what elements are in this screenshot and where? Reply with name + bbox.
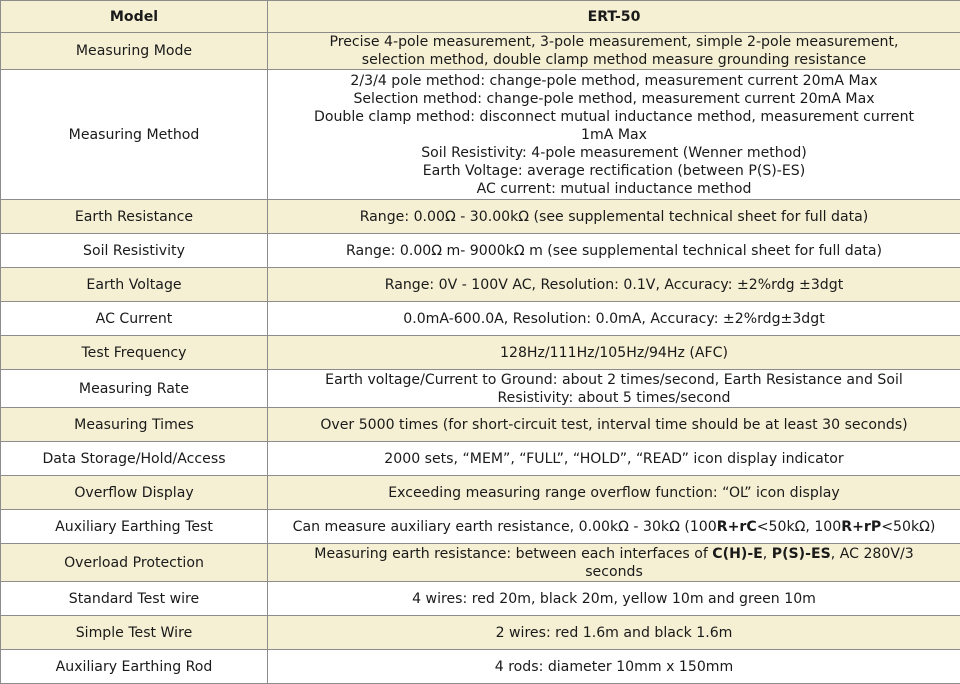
table-row <box>1 582 960 616</box>
header-value-cell: ERT-50 <box>268 1 960 33</box>
row-value <box>268 544 960 582</box>
row-label: Measuring Times <box>1 408 268 442</box>
value-line: 2/3/4 pole method: change-pole method, measurement current 20mA Max <box>274 72 954 90</box>
value-line: 1mA Max <box>274 126 954 144</box>
table-row <box>1 336 960 370</box>
row-value: 2 wires: red 1.6m and black 1.6m <box>268 616 960 650</box>
table-row <box>1 200 960 234</box>
value-line: Earth voltage/Current to Ground: about 2 times/second, Earth Resistance and Soil <box>274 371 954 389</box>
value-line: Precise 4-pole measurement, 3-pole measurement, simple 2-pole measurement, <box>274 33 954 51</box>
row-label: Simple Test Wire <box>1 616 268 650</box>
value-line: selection method, double clamp method measure grounding resistance <box>274 51 954 69</box>
row-label: Earth Resistance <box>1 200 268 234</box>
row-label: Measuring Mode <box>1 33 268 70</box>
table-row <box>1 650 960 684</box>
table-row <box>1 616 960 650</box>
header-label-cell: Model <box>1 1 268 33</box>
row-value <box>268 370 960 408</box>
row-label: Earth Voltage <box>1 268 268 302</box>
row-value <box>268 510 960 544</box>
row-label: Auxiliary Earthing Rod <box>1 650 268 684</box>
row-label: Test Frequency <box>1 336 268 370</box>
value-bold: R+rC <box>717 519 757 535</box>
row-label: Soil Resistivity <box>1 234 268 268</box>
table-row <box>1 370 960 408</box>
table-row <box>1 544 960 582</box>
row-value: 128Hz/111Hz/105Hz/94Hz (AFC) <box>268 336 960 370</box>
value-line <box>274 545 954 563</box>
table-row <box>1 510 960 544</box>
value-text: Measuring earth resistance: between each interfaces of <box>314 546 712 562</box>
value-line: Resistivity: about 5 times/second <box>274 389 954 407</box>
value-bold: R+rP <box>841 519 881 535</box>
table-row <box>1 70 960 200</box>
row-value <box>268 33 960 70</box>
row-label: Overload Protection <box>1 544 268 582</box>
value-text: Can measure auxiliary earth resistance, 0.00kΩ - 30kΩ (100 <box>293 519 717 535</box>
row-label: Overflow Display <box>1 476 268 510</box>
value-bold: C(H)-E <box>712 546 763 562</box>
value-text: , <box>763 546 772 562</box>
row-label: Measuring Method <box>1 70 268 200</box>
row-value: 0.0mA-600.0A, Resolution: 0.0mA, Accuracy: ±2%rdg±3dgt <box>268 302 960 336</box>
value-text: <50kΩ) <box>881 519 935 535</box>
table-row <box>1 268 960 302</box>
row-value: 2000 sets, “MEM”, “FULL”, “HOLD”, “READ” icon display indicator <box>268 442 960 476</box>
value-text: , AC 280V/3 <box>831 546 914 562</box>
table-row <box>1 33 960 70</box>
row-label: Data Storage/Hold/Access <box>1 442 268 476</box>
row-value: 4 rods: diameter 10mm x 150mm <box>268 650 960 684</box>
table-row <box>1 234 960 268</box>
table-row <box>1 476 960 510</box>
row-label: Auxiliary Earthing Test <box>1 510 268 544</box>
row-value: Range: 0V - 100V AC, Resolution: 0.1V, Accuracy: ±2%rdg ±3dgt <box>268 268 960 302</box>
row-value: 4 wires: red 20m, black 20m, yellow 10m and green 10m <box>268 582 960 616</box>
table-header-row <box>1 1 960 33</box>
table-row <box>1 442 960 476</box>
row-value: Exceeding measuring range overflow function: “OL” icon display <box>268 476 960 510</box>
row-value: Range: 0.00Ω - 30.00kΩ (see supplemental technical sheet for full data) <box>268 200 960 234</box>
value-text: <50kΩ, 100 <box>757 519 842 535</box>
value-bold: P(S)-ES <box>772 546 831 562</box>
value-line: seconds <box>274 563 954 581</box>
table-row <box>1 408 960 442</box>
value-line: Selection method: change-pole method, measurement current 20mA Max <box>274 90 954 108</box>
row-value: Range: 0.00Ω m- 9000kΩ m (see supplemental technical sheet for full data) <box>268 234 960 268</box>
row-value: Over 5000 times (for short-circuit test, interval time should be at least 30 seconds) <box>268 408 960 442</box>
row-label: Measuring Rate <box>1 370 268 408</box>
value-line: Double clamp method: disconnect mutual inductance method, measurement current <box>274 108 954 126</box>
value-line: Soil Resistivity: 4-pole measurement (Wenner method) <box>274 144 954 162</box>
value-line: AC current: mutual inductance method <box>274 180 954 198</box>
value-line: Earth Voltage: average rectification (between P(S)-ES) <box>274 162 954 180</box>
row-label: Standard Test wire <box>1 582 268 616</box>
row-label: AC Current <box>1 302 268 336</box>
row-value <box>268 70 960 200</box>
table-row <box>1 302 960 336</box>
